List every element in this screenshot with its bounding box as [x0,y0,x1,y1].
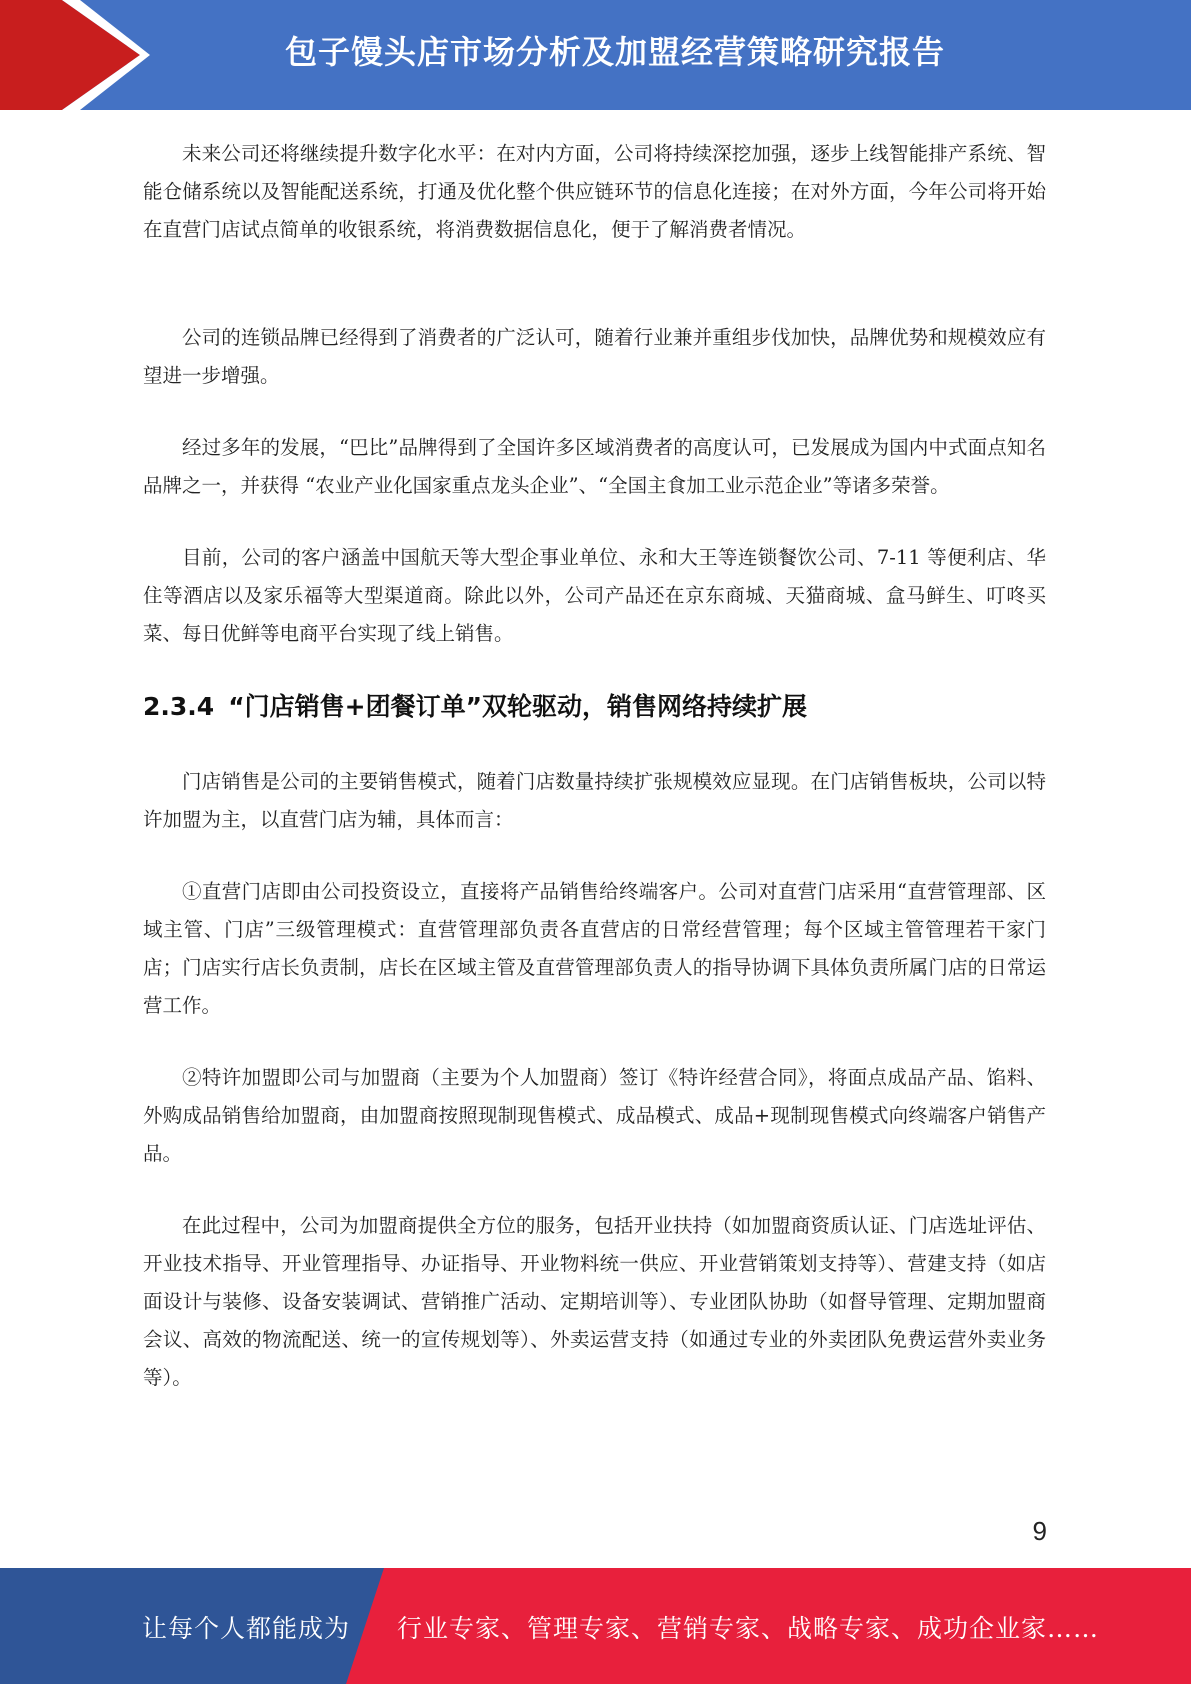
page-number: 9 [1032,1516,1047,1546]
footer-slogan-left: 让每个人都能成为 [142,1614,351,1643]
footer-slogan-right: 行业专家、管理专家、营销专家、战略专家、成功企业家…… [397,1614,1100,1643]
report-title: 包子馒头店市场分析及加盟经营策略研究报告 [284,33,945,71]
paragraph-franchise: ②特许加盟即公司与加盟商（主要为个人加盟商）签订《特许经营合同》，将面点成品产品、馅料、外购成品销售给加盟商，由加盟商按照现制现售模式、成品模式、成品+现制现售模式向终端客户销售产品。 [143,1066,1046,1165]
section-title: “门店销售+团餐订单”双轮驱动，销售网络持续扩展 [228,692,807,721]
page-footer [0,1568,1191,1684]
section-heading [143,687,1046,727]
paragraph-direct-stores: ①直营门店即由公司投资设立，直接将产品销售给终端客户。公司对直营门店采用“直营管理部、区域主管、门店”三级管理模式：直营管理部负责各直营店的日常经营管理；每个区域主管管理若干家门店；门店实行店长负责制，店长在区域主管及直营管理部负责人的指导协调下具体负责所属门店的日常运营工作。 [143,880,1046,1017]
header-chevron-decoration [0,0,160,110]
section-number: 2.3.4 [143,692,215,721]
paragraph-brand-recognition: 公司的连锁品牌已经得到了消费者的广泛认可，随着行业兼并重组步伐加快，品牌优势和规模效应有望进一步增强。 [143,326,1046,387]
paragraph-honors: 经过多年的发展，“巴比”品牌得到了全国许多区域消费者的高度认可，已发展成为国内中式面点知名品牌之一，并获得 “农业产业化国家重点龙头企业”、“全国主食加工业示范企业”等诸多荣誉。 [143,436,1046,497]
page-header [0,0,1191,110]
paragraph-franchise-support: 在此过程中，公司为加盟商提供全方位的服务，包括开业扶持（如加盟商资质认证、门店选址评估、开业技术指导、开业管理指导、办证指导、开业物料统一供应、开业营销策划支持等）、营建支持（如店面设计与装修、设备安装调试、营销推广活动、定期培训等）、专业团队协助（如督导管理、定期加盟商会议、高效的物流配送、统一的宣传规划等）、外卖运营支持（如通过专业的外卖团队免费运营外卖业务等）。 [143,1214,1046,1389]
paragraph-customers: 目前，公司的客户涵盖中国航天等大型企事业单位、永和大王等连锁餐饮公司、7-11 等便利店、华住等酒店以及家乐福等大型渠道商。除此以外，公司产品还在京东商城、天猫商城、盒马鲜生、叮咚买菜、每日优鲜等电商平台实现了线上销售。 [143,546,1046,645]
paragraph-sales-model: 门店销售是公司的主要销售模式，随着门店数量持续扩张规模效应显现。在门店销售板块，公司以特许加盟为主，以直营门店为辅，具体而言： [143,770,1046,831]
document-body [143,135,1046,1397]
paragraph-digitalization: 未来公司还将继续提升数字化水平：在对内方面，公司将持续深挖加强，逐步上线智能排产系统、智能仓储系统以及智能配送系统，打通及优化整个供应链环节的信息化连接；在对外方面，今年公司将开始在直营门店试点简单的收银系统，将消费数据信息化，便于了解消费者情况。 [143,142,1046,241]
